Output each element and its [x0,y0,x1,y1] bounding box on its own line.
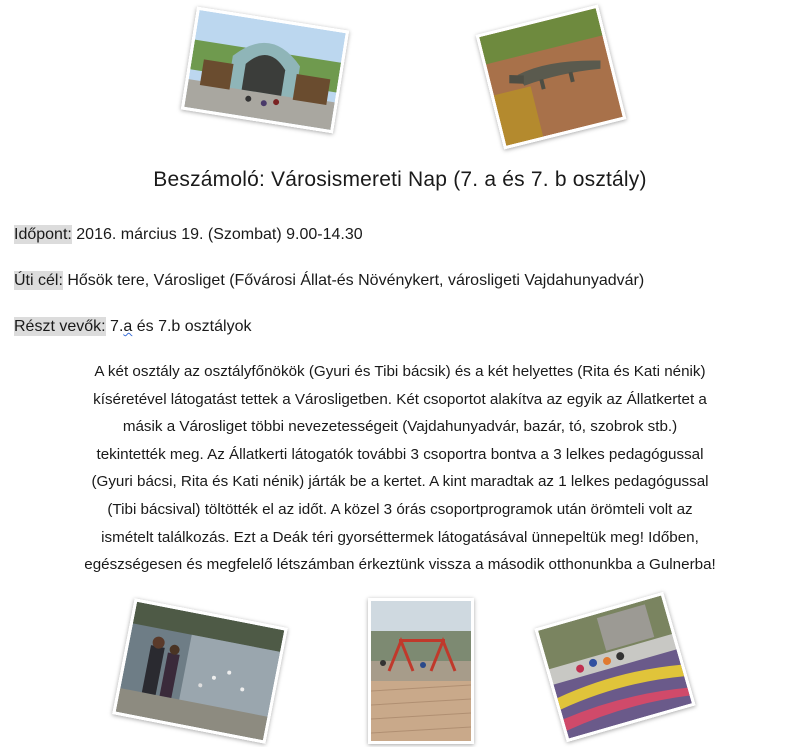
participants-value-a: 7. [105,318,124,335]
date-line [14,226,363,244]
destination-line [14,272,644,290]
photo-flowers [534,592,695,742]
participants-line [14,318,251,336]
paragraph-line: kíséretével látogatást tettek a Városligetben. Két csoportot alakítva az egyik az Állatkertet a [93,390,707,408]
paragraph-line: ismételt találkozás. Ezt a Deák téri gyorséttermek látogatásával ünnepeltük meg! Időben, [101,528,699,546]
paragraph-line: tekintették meg. Az Állatkerti látogatók további 3 csoportra bontva a 3 lelkes pedagógussal [96,445,704,463]
photo-lake [112,598,288,744]
date-label: Időpont: [14,226,72,243]
destination-value: Hősök tere, Városliget (Fővárosi Állat-és Növénykert, városligeti Vajdahunyadvár) [62,272,645,289]
paragraph-line: (Gyuri bácsi, Rita és Kati nénik) járták be a kertet. A kint maradtak az 1 lelkes pedagógussal [91,473,709,491]
report-paragraph [10,358,790,579]
paragraph-line: (Tibi bácsival) töltötték el az időt. A közel 3 órás csoportprogramok után örömteli volt az [107,500,693,518]
participants-value-c: és 7.b osztályok [132,318,252,335]
photo-playground [368,598,474,744]
photo-zoo-gate [181,7,349,134]
paragraph-line: egészségesen és megfelelő létszámban érkeztünk vissza a második otthonunkba a Gulnerba! [84,556,716,574]
photo-crocodile [476,5,627,150]
participants-value-b: a [123,318,133,335]
paragraph-line: A két osztály az osztályfőnökök (Gyuri és Tibi bácsik) és a két helyettes (Rita és Kati nénik) [94,363,706,380]
page-title: Beszámoló: Városismereti Nap (7. a és 7. b osztály) [153,168,647,191]
date-value: 2016. március 19. (Szombat) 9.00-14.30 [71,226,363,243]
participants-label: Részt vevők: [14,318,106,335]
paragraph-line: másik a Városliget többi nevezetességeit (Vajdahunyadvár, bazár, tó, szobrok stb.) [122,418,678,436]
destination-label: Úti cél: [14,272,63,289]
